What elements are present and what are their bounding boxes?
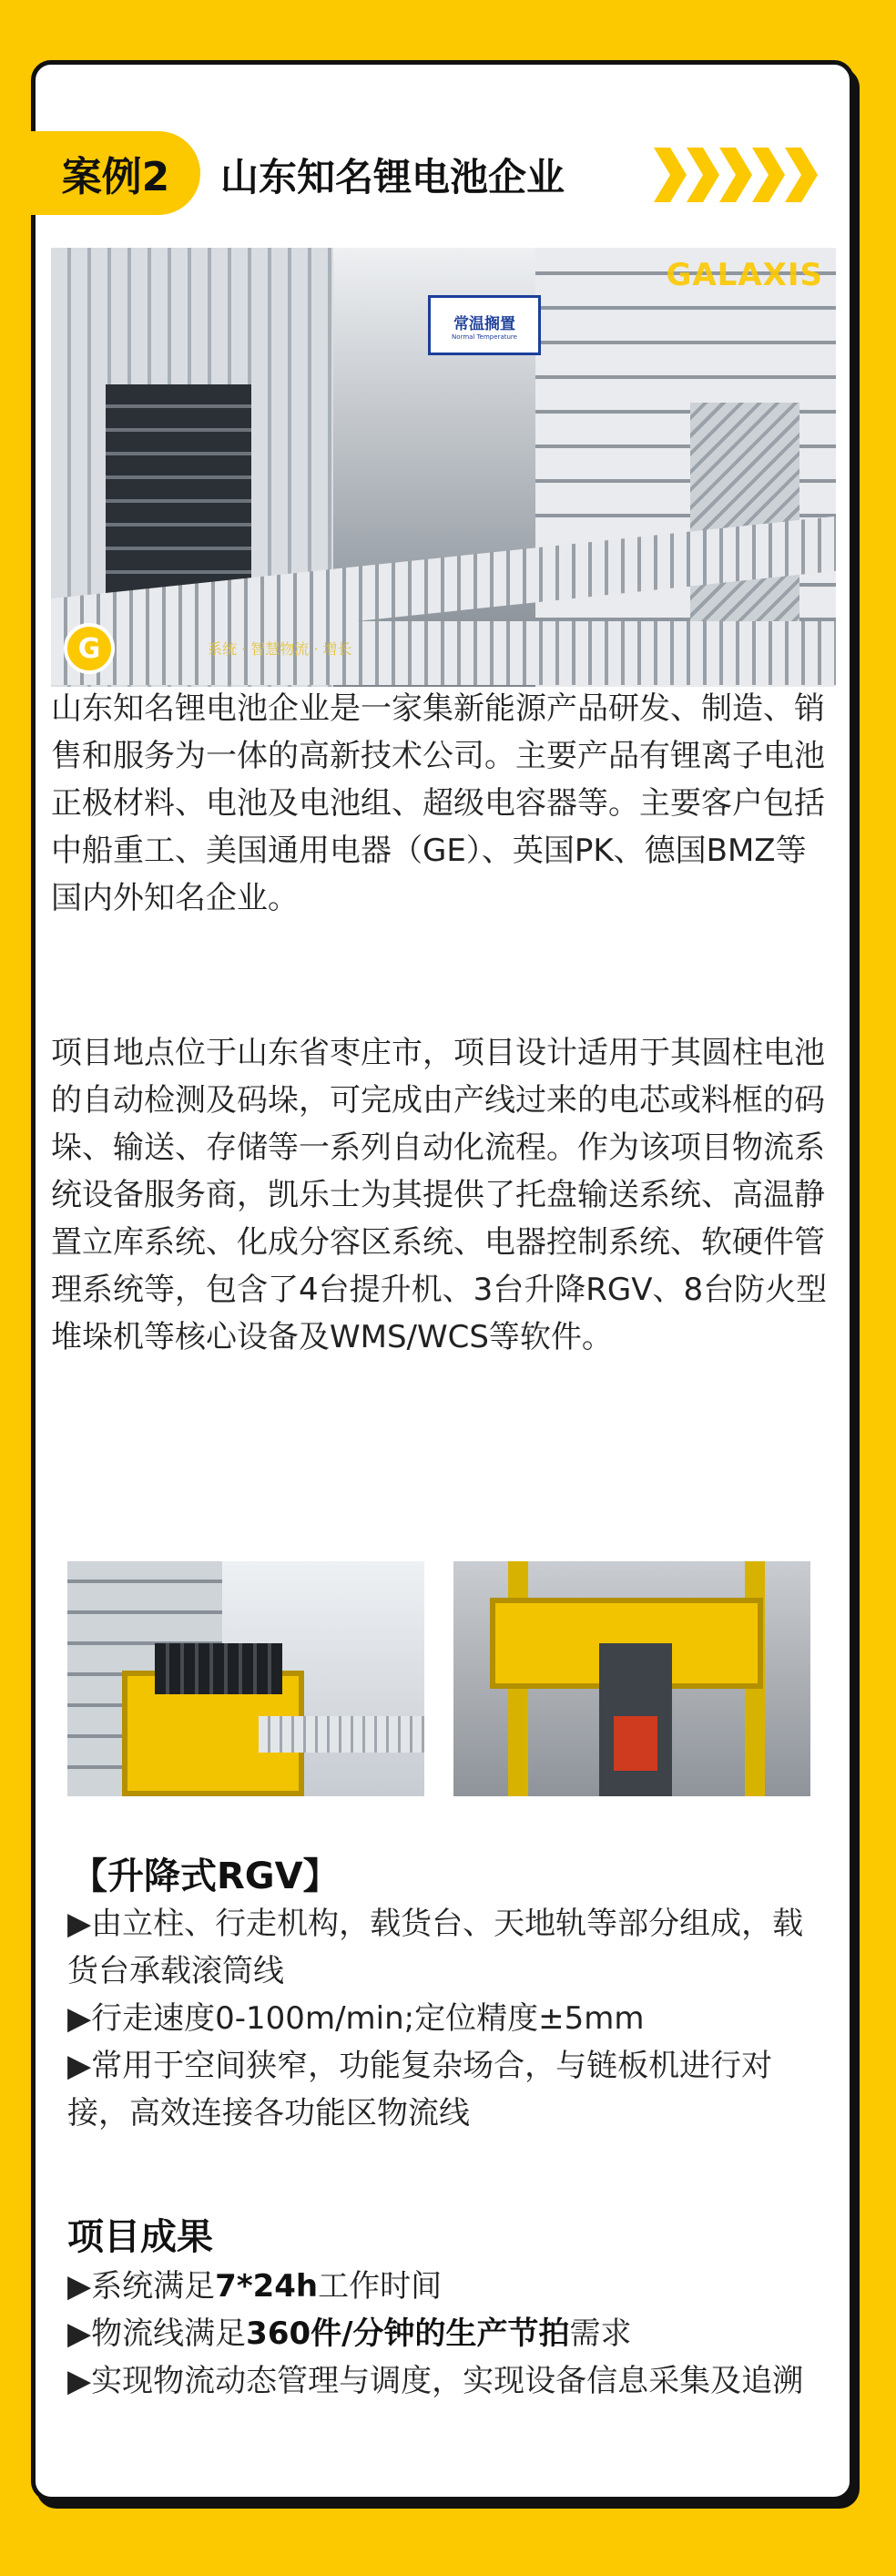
project-paragraph: 项目地点位于山东省枣庄市，项目设计适用于其圆柱电池的自动检测及码垛，可完成由产线过来的电芯或料框的码垛、输送、存储等一系列自动化流程。作为该项目物流系统设备服务商，凯乐士为其提供了托盘输送系统、高温静置立库系统、化成分容区系统、电器控制系统、软硬件管理系统等，包含了4台提升机、3台升降RGV、8台防火型堆垛机等核心设备及WMS/WCS等软件。 [51,1035,828,1355]
chevron-right-icon [750,146,787,204]
rgv-section-title: 【升降式RGV】 [71,1855,340,1897]
case-title: 山东知名锂电池企业 [220,155,565,199]
video-caption: 系统 · 智慧物流 · 增长 [208,640,352,658]
case-label: 案例2 [61,154,170,200]
aisle-sign [428,295,541,355]
galaxis-watermark: GALAXIS [666,257,823,293]
chevron-decoration [652,146,816,210]
rgv-feature-item: ▶由立柱、行走机构，载货台、天地轨等部分组成，载货台承载滚筒线 [67,1906,804,1989]
galaxis-logo-icon: G [64,623,115,674]
case-header-bar [0,124,896,215]
sign-subtitle: Normal Temperature [452,332,517,341]
chevron-right-icon [685,146,721,204]
result-item: ▶系统满足7*24h工作时间 [67,2268,443,2305]
intro-paragraph: 山东知名锂电池企业是一家集新能源产品研发、制造、销售和服务为一体的高新技术公司。主要产品有锂离子电池正极材料、电池及电池组、超级电容器等。主要客户包括中船重工、美国通用电器（GE）、英国PK、德国BMZ等国内外知名企业。 [51,690,825,916]
chevron-right-icon [783,146,820,204]
chevron-right-icon [652,146,688,204]
result-item: ▶物流线满足360件/分钟的生产节拍需求 [67,2315,632,2352]
sign-title: 常温搁置 [453,314,515,333]
rgv-photo-right [453,1561,810,1796]
result-item: ▶实现物流动态管理与调度，实现设备信息采集及追溯 [67,2363,804,2399]
warehouse-photo [51,248,836,687]
chevron-right-icon [718,146,754,204]
roller-conveyor-front [51,621,836,685]
rgv-feature-item: ▶常用于空间狭窄，功能复杂场合，与链板机进行对接，高效连接各功能区物流线 [67,2048,773,2131]
rgv-feature-item: ▶行走速度0-100m/min;定位精度±5mm [67,2000,645,2037]
results-section-title: 项目成果 [67,2216,213,2258]
results-list [67,2263,829,2405]
rgv-photo-left [67,1561,424,1796]
case-label-badge [31,131,200,215]
rgv-feature-list [67,1900,829,2137]
